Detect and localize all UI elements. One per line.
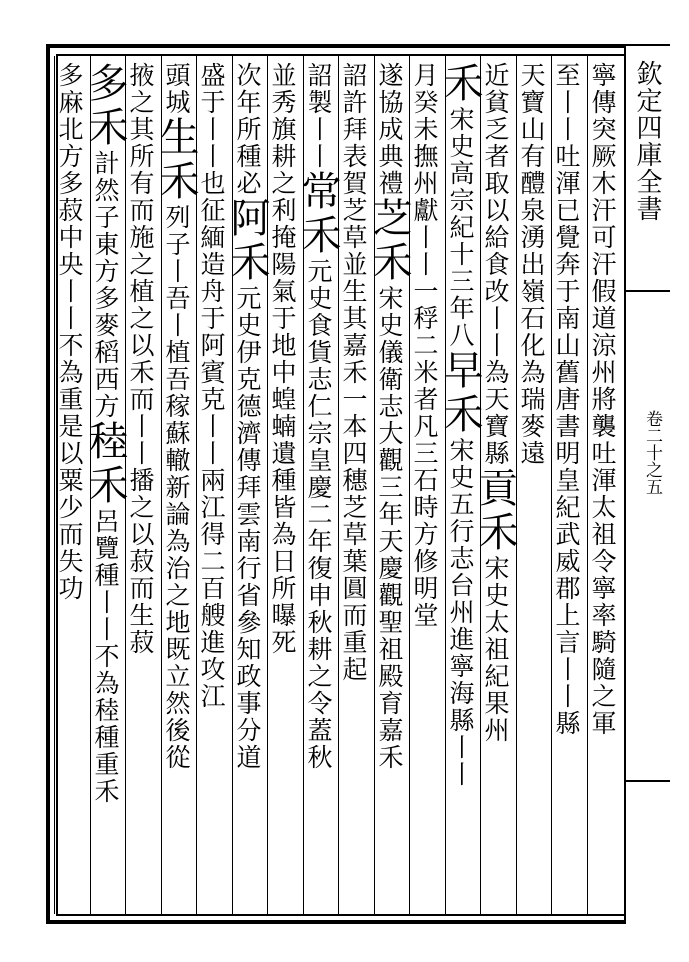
text-column <box>437 62 483 912</box>
text-column <box>82 62 128 912</box>
text-column <box>55 62 89 912</box>
entry-text: 次年所種必 <box>233 62 262 197</box>
entry-heading: 多禾 <box>82 62 128 150</box>
entry-heading: 貢禾 <box>472 467 518 555</box>
frame-inner-top-rule <box>56 54 626 56</box>
entry-heading: 阿禾 <box>224 197 270 285</box>
entry-text: 多麻北方多菽中央丨丨 <box>55 62 84 332</box>
text-column <box>197 62 231 912</box>
text-column <box>472 62 518 912</box>
volume-number: 卷二十之五 <box>642 410 662 495</box>
entry-text: 近貧乏者取以給食改丨丨為天寶縣 <box>481 62 510 467</box>
entry-text: 元史伊克德濟傳拜雲南行省參知政事分道 <box>233 285 262 771</box>
entry-text: 寧傳突厥木汗可汗假道涼州將襲吐渾太祖令寧率騎隨之軍 <box>588 62 617 737</box>
entry-text: 宋史五行志台州進寧海縣丨丨 <box>446 437 475 788</box>
entry-heading: 常禾 <box>295 170 341 258</box>
text-column <box>552 62 586 912</box>
entry-text: 至丨丨吐渾已覺奔于南山舊唐書明皇紀武威郡上言丨丨縣 <box>552 62 581 737</box>
entry-text: 宋史儀衛志大觀三年天慶觀聖祖殿育嘉禾 <box>375 285 404 771</box>
entry-text: 詔許拜表賀 <box>339 62 368 197</box>
text-column <box>366 62 412 912</box>
entry-text: 並秀旗 <box>268 62 297 143</box>
entry-heading: 稑禾 <box>82 420 128 508</box>
entry-text: 其所有而施之植之以禾而丨丨播之以菽而生菽 <box>126 116 155 656</box>
entry-text: 遂協成典禮 <box>375 62 404 197</box>
entry-text: 列子丨吾丨植吾稼蘇轍新論為治之地既立然後從 <box>162 204 191 771</box>
text-column <box>410 62 444 912</box>
entry-heading: 生禾 <box>153 116 199 204</box>
entry-text: 月癸未撫州獻丨丨 <box>410 62 439 278</box>
entry-text: 一稃二米者凡三石時方修明堂 <box>410 278 439 629</box>
text-column <box>126 62 160 912</box>
text-column <box>224 62 270 912</box>
entry-text: 盛于丨丨也 <box>197 62 226 197</box>
entry-heading: 禾 <box>437 62 483 106</box>
margin-middle-rule <box>626 290 670 292</box>
entry-text: 掖之 <box>126 62 155 116</box>
entry-text: 詔製丨丨 <box>304 62 333 170</box>
entry-text: 頭城 <box>162 62 191 116</box>
entry-text: 耕之利掩陽氣于地中蝗蝻遺種皆為日所曝死 <box>268 143 297 656</box>
text-column <box>268 62 302 912</box>
entry-heading: 芝禾 <box>366 197 412 285</box>
margin-lower-rule <box>626 780 670 782</box>
text-column <box>153 62 199 912</box>
entry-text: 元史食貨志仁宗皇慶二年復申秋耕之令蓋秋 <box>304 258 333 771</box>
text-column <box>339 62 373 912</box>
entry-text: 不為重是以粟少而失功 <box>55 332 84 602</box>
entry-text: 芝草並生其嘉禾一本四穗芝草葉圓而重起 <box>339 197 368 683</box>
frame-inner-bottom-rule <box>56 914 626 916</box>
entry-text: 計然子東方多麥稻西方 <box>91 150 120 420</box>
entry-text: 宋史高宗紀十三年八 <box>446 106 475 349</box>
margin-top-rule <box>626 44 670 46</box>
entry-text: 天寶山有醴泉湧出嶺石化為瑞麥遠 <box>517 62 546 467</box>
text-column <box>517 62 551 912</box>
book-title: 欽定四庫全書 <box>632 60 662 222</box>
text-column <box>295 62 341 912</box>
entry-text: 征緬造舟于阿賓克丨丨兩江得二百艘進攻江 <box>197 197 226 710</box>
entry-heading: 早禾 <box>437 349 483 437</box>
entry-text: 呂覽種丨丨不為稑種重禾 <box>91 508 120 805</box>
entry-text: 宋史太祖紀果州 <box>481 555 510 744</box>
text-column <box>588 62 622 912</box>
